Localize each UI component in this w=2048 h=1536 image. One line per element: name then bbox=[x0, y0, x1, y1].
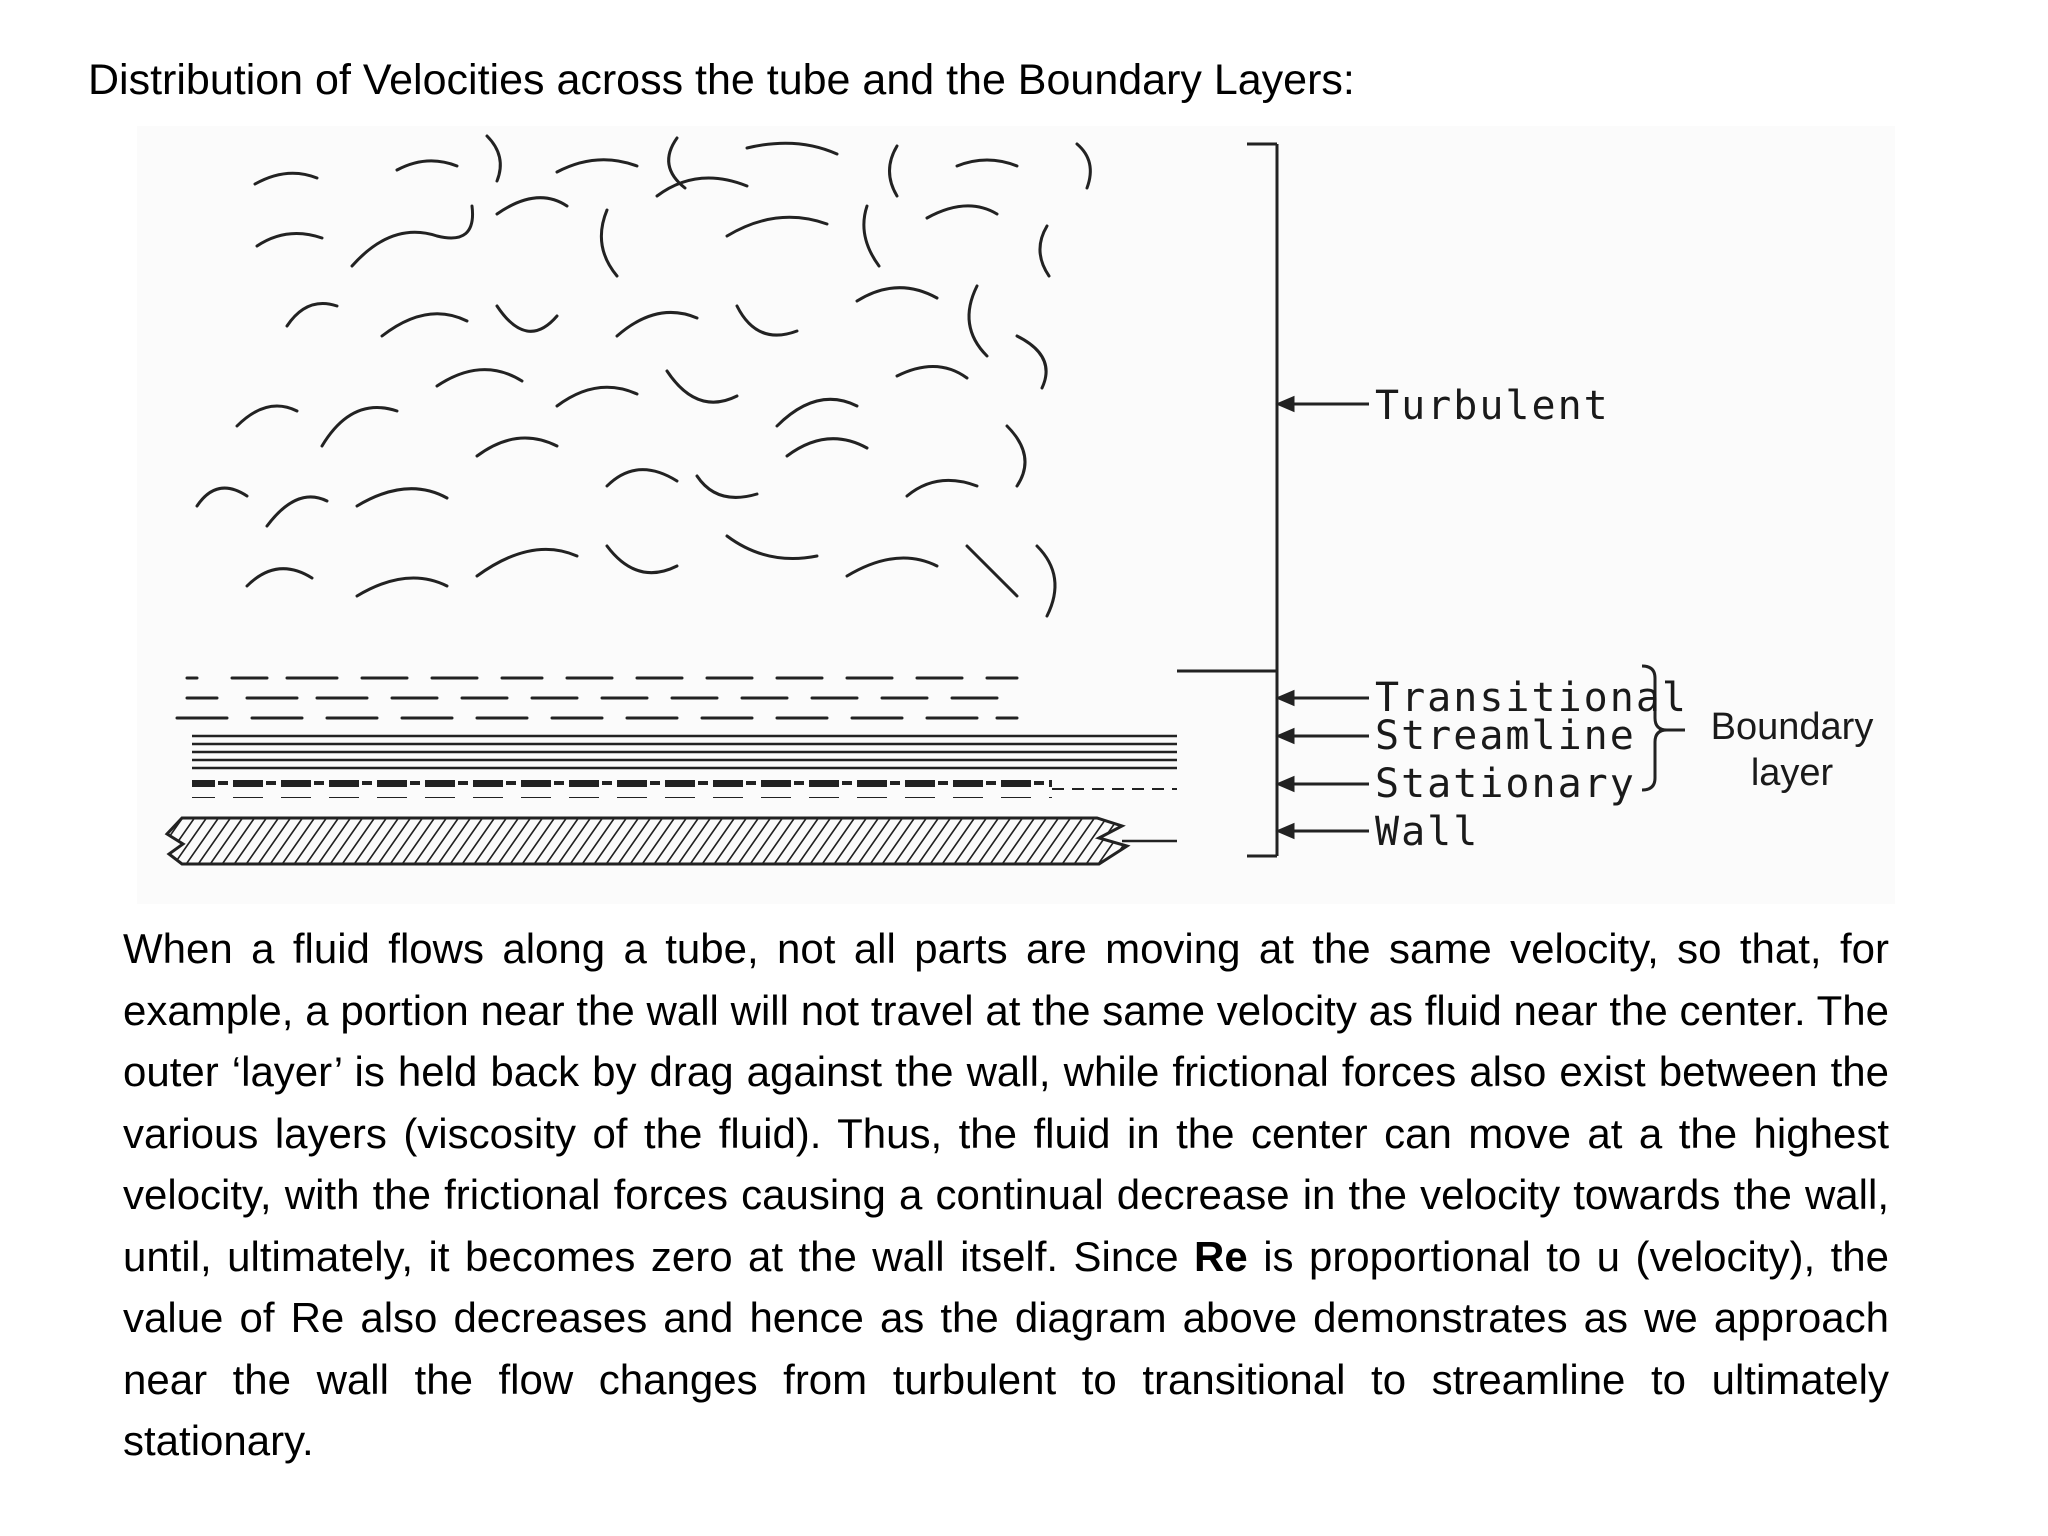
boundary-layer-diagram bbox=[137, 126, 1895, 904]
label-transitional: Transitional bbox=[1375, 675, 1688, 721]
label-stationary: Stationary bbox=[1375, 761, 1636, 807]
transitional-dashes bbox=[177, 678, 1017, 718]
wall-block bbox=[167, 818, 1177, 864]
label-boundary-line1: Boundary bbox=[1710, 706, 1874, 748]
label-wall: Wall bbox=[1375, 809, 1480, 855]
paragraph-part2: is proportional to u (velocity), the value of Re also decreases and hence as the diagram above demonstrates as we approach near the wall the flow changes from turbulent to transitional to streamline to ultimately stationary. bbox=[123, 1232, 1889, 1464]
label-boundary-line2: layer bbox=[1750, 752, 1834, 794]
streamline-lines bbox=[192, 736, 1177, 768]
paragraph-part1: When a fluid flows along a tube, not all parts are moving at the same velocity, so that, for example, a portion near the wall will not travel at the same velocity as fluid near the center. The outer ‘layer’ is held back by drag against the wall, while frictional forces also exist between the various layers (viscosity of the fluid). Thus, the fluid in the center can move at a the highest velocity, with the frictional forces causing a continual decrease in the velocity towards the wall, until, ultimately, it becomes zero at the wall itself. Since bbox=[123, 925, 1889, 1280]
label-streamline: Streamline bbox=[1375, 713, 1636, 759]
label-turbulent: Turbulent bbox=[1375, 383, 1610, 429]
turbulent-eddies bbox=[197, 136, 1090, 616]
slide-title: Distribution of Velocities across the tube and the Boundary Layers: bbox=[88, 56, 1355, 104]
explanation-paragraph bbox=[123, 918, 1889, 1472]
label-boundary-layer bbox=[1692, 704, 1892, 796]
layer-scale-bracket bbox=[1177, 144, 1277, 856]
label-arrows bbox=[1279, 398, 1369, 837]
stationary-layer bbox=[192, 780, 1052, 798]
paragraph-bold-re: Re bbox=[1194, 1232, 1248, 1280]
